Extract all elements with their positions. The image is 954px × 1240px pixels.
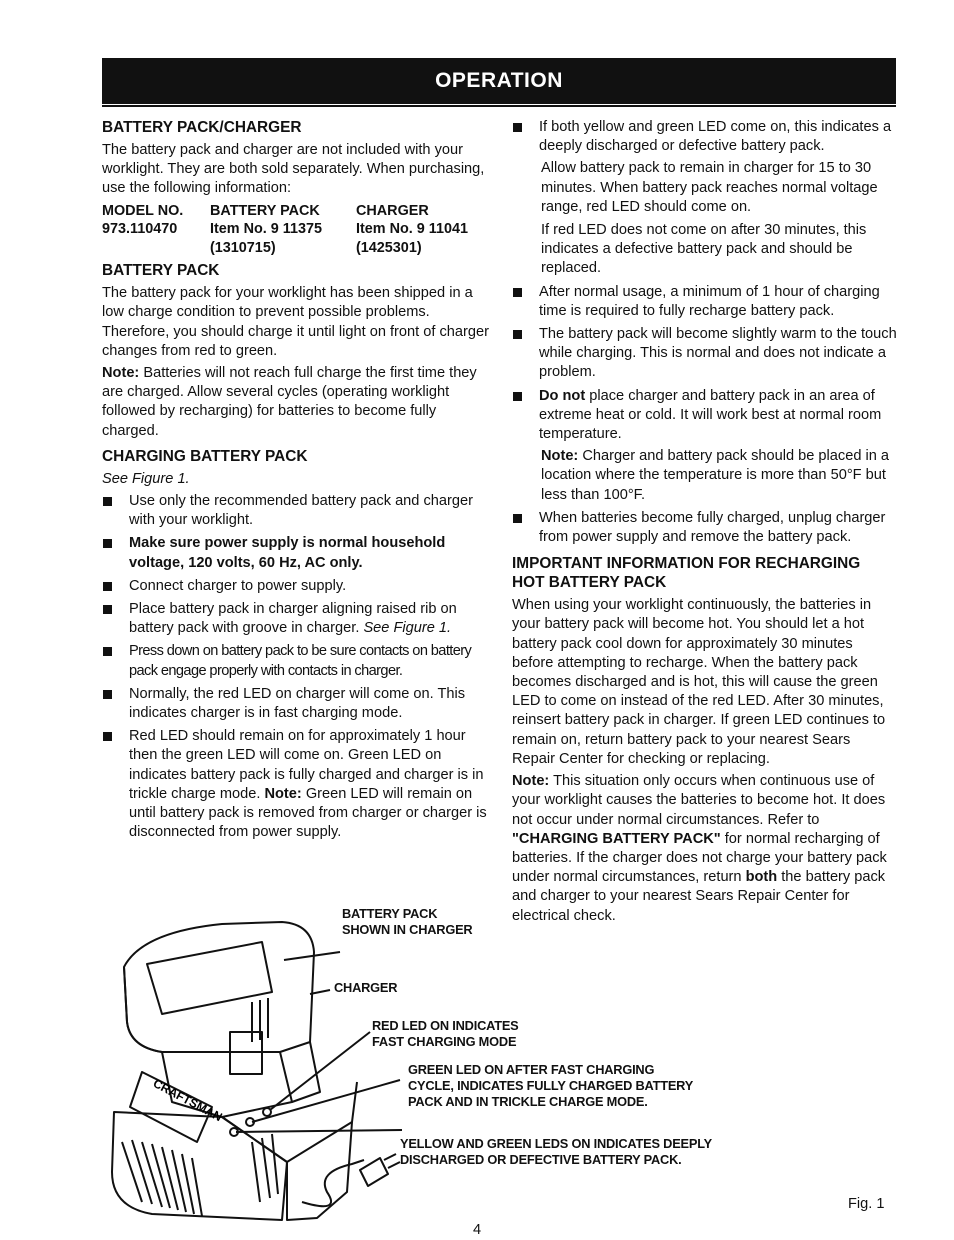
led-notes-list — [512, 118, 897, 156]
paragraph-low-charge: The battery pack for your worklight has been shipped in a low charge condition to prevent possible problems. Therefore, you should charge it until light on front of charger changes from red to green. — [102, 285, 489, 359]
bullet-square-icon — [513, 514, 522, 523]
bullet-square-icon — [513, 123, 522, 132]
list-item: Press down on battery pack to be sure contacts on battery pack engage properly with contacts in charger. — [102, 642, 492, 680]
battery-pack — [124, 922, 314, 1052]
table-cell-model: 973.110470 — [102, 221, 178, 238]
list-item: The battery pack will become slightly warm to the touch while charging. This is normal and does not indicate a problem. — [512, 325, 897, 383]
table-cell-empty — [102, 239, 210, 258]
table-header-charger: CHARGER — [356, 202, 429, 219]
list-item: Connect charger to power supply. — [102, 577, 492, 596]
paragraph-temperature-note: Note: Charger and battery pack should be placed in a location where the temperature is more than 50°F but less than 100°F. — [541, 448, 890, 503]
unplug-list — [512, 509, 897, 547]
figure-number: Fig. 1 — [848, 1196, 885, 1212]
model-table — [102, 202, 492, 258]
table-cell-battery-item: Item No. 9 11375 — [210, 221, 322, 238]
table-header-model: MODEL NO. — [102, 202, 184, 219]
bullet-square-icon — [103, 605, 112, 614]
bullet-square-icon — [103, 647, 112, 656]
list-item: When batteries become fully charged, unplug charger from power supply and remove the battery pack. — [512, 509, 897, 547]
table-header-battery: BATTERY PACK — [210, 202, 320, 219]
charging-steps-list — [102, 492, 492, 842]
bullet-square-icon — [103, 497, 112, 506]
label-yellow-green-led: YELLOW AND GREEN LEDS ON INDICATES DEEPLY DISCHARGED OR DEFECTIVE BATTERY PACK. — [400, 1136, 712, 1167]
heading-hot-battery: IMPORTANT INFORMATION FOR RECHARGING HOT BATTERY PACK — [512, 555, 861, 592]
paragraph-defective: If red LED does not come on after 30 minutes, this indicates a defective battery pack and should be replaced. — [541, 222, 867, 277]
bullet-square-icon — [103, 732, 112, 741]
left-column — [102, 118, 492, 846]
bullet-square-icon — [513, 392, 522, 401]
bullet-square-icon — [103, 539, 112, 548]
heading-battery-pack-charger: BATTERY PACK/CHARGER — [102, 119, 302, 136]
right-column — [512, 118, 897, 929]
note-label: Note: — [102, 364, 140, 381]
list-item: Use only the recommended battery pack and charger with your worklight. — [102, 492, 492, 530]
section-banner — [102, 58, 896, 104]
paragraph-hot-note: Note: This situation only occurs when continuous use of your worklight causes the batteries to become hot. It does not occur under normal circumstances. Refer to "CHARGING BATTERY PACK" for normal recharging of batteries. If the charger does not charge your battery pack under normal circumstances, return both the battery pack and charger to your nearest Sears Repair Center for electrical check. — [512, 773, 887, 924]
bullet-square-icon — [103, 690, 112, 699]
charging-notes-list — [512, 283, 897, 445]
bullet-square-icon — [513, 288, 522, 297]
list-item: Red LED should remain on for approximately 1 hour then the green LED will come on. Green LED on indicates battery pack is fully charged and charger is in trickle charge mode. Note: Green LED will remain on until battery pack is removed from charger or charger is disconnected from power supply. — [102, 727, 492, 842]
note-text: Batteries will not reach full charge the first time they are charged. Allow several cycles (operating worklight followed by recharging) for batteries to become fully charged. — [102, 364, 477, 439]
label-green-led: GREEN LED ON AFTER FAST CHARGING CYCLE, INDICATES FULLY CHARGED BATTERY PACK AND IN TRICKLE CHARGE MODE. — [408, 1062, 694, 1109]
bullet-square-icon — [513, 330, 522, 339]
brand-label: CRAFTSMAN — [150, 1076, 225, 1125]
banner-underline — [102, 105, 896, 107]
list-item: After normal usage, a minimum of 1 hour of charging time is required to fully recharge battery pack. — [512, 283, 897, 321]
figure-charger-illustration — [102, 902, 742, 1222]
paragraph-note-cycles — [102, 364, 492, 441]
see-figure-ref: See Figure 1. — [102, 470, 190, 487]
label-charger: CHARGER — [334, 980, 398, 995]
list-item: Make sure power supply is normal household voltage, 120 volts, 60 Hz, AC only. — [102, 534, 492, 572]
page-number: 4 — [472, 1222, 482, 1238]
label-battery-pack: BATTERY PACK SHOWN IN CHARGER — [342, 906, 473, 937]
list-item: Do not place charger and battery pack in an area of extreme heat or cold. It will work best at normal room temperature. — [512, 387, 897, 445]
list-item: Place battery pack in charger aligning raised rib on battery pack with groove in charger. See Figure 1. — [102, 600, 492, 638]
paragraph-allow-remain: Allow battery pack to remain in charger for 15 to 30 minutes. When battery pack reaches normal voltage range, red LED should come on. — [541, 160, 878, 215]
heading-battery-pack: BATTERY PACK — [102, 262, 220, 280]
section-title: OPERATION — [435, 69, 563, 92]
table-cell-battery-code: (1310715) — [210, 239, 276, 256]
paragraph-purchase-info: The battery pack and charger are not included with your worklight. They are both sold separately. When purchasing, use the following information: — [102, 142, 485, 197]
label-red-led: RED LED ON INDICATES FAST CHARGING MODE — [372, 1018, 519, 1049]
table-cell-charger-code: (1425301) — [356, 239, 422, 256]
heading-charging-battery-pack: CHARGING BATTERY PACK — [102, 447, 308, 465]
list-item: If both yellow and green LED come on, this indicates a deeply discharged or defective battery pack. — [512, 118, 897, 156]
list-item: Normally, the red LED on charger will come on. This indicates charger is in fast charging mode. — [102, 685, 492, 723]
bullet-square-icon — [103, 582, 112, 591]
paragraph-hot-battery: When using your worklight continuously, the batteries in your battery pack will become hot. You should let a hot battery pack cool down for approximately 30 minutes before attempting to recharge. When the battery pack becomes discharged and is hot, this will cause the green LED to come on instead of the red LED. After 30 minutes, reinsert battery pack in charger. If green LED continues to remain on, return battery pack to your nearest Sears Repair Center for checking or replacing. — [512, 597, 886, 767]
table-cell-charger-item: Item No. 9 11041 — [356, 221, 468, 238]
